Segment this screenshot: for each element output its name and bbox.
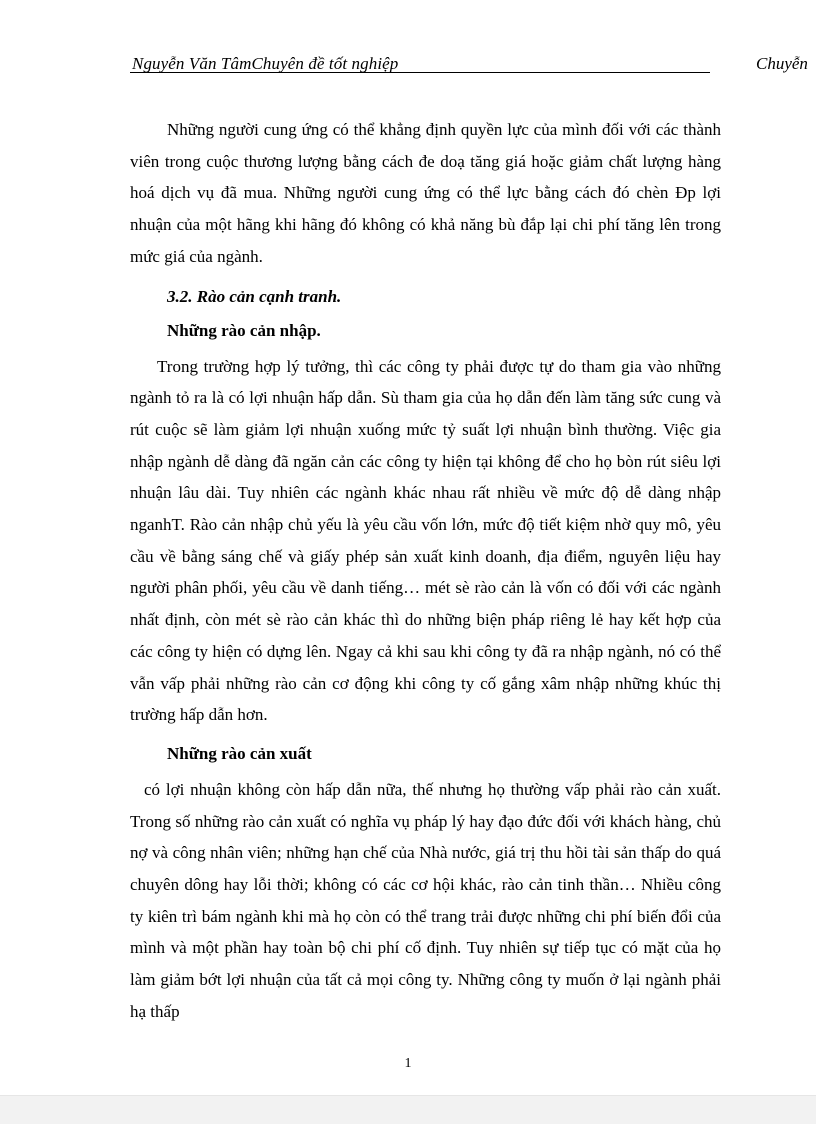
viewer-bottom-band bbox=[0, 1095, 816, 1124]
header-right-text: Chuyễn bbox=[756, 54, 808, 73]
header-author-title: Nguyễn Văn TâmChuyên đề tốt nghiệp bbox=[132, 54, 399, 73]
page-number: 1 bbox=[404, 1056, 412, 1071]
paragraph-exit-barriers: có lợi nhuận không còn hấp dẫn nữa, thế nhưng họ thường vấp phải rào cản xuất. Trong số những rào cản xuất có nghĩa vụ pháp lý hay đạo đức đối với khách hàng, chủ nợ và công nhân viên; những hạn chế của Nhà nước, giá trị thu hồi tài sản thấp do quá chuyên dông hay lỗi thời; không có các cơ hội khác, rào cản tinh thần… Nhiều công ty kiên trì bám ngành khi mà họ còn có thể trang trải được những chi phí biến đổi của mình và một phần hay toàn bộ chi phí cố định. Tuy nhiên sự tiếp tục có mặt của họ làm giảm bớt lợi nhuận của tất cả mọi công ty. Những công ty muốn ở lại ngành phải hạ thấp bbox=[130, 779, 721, 1021]
paragraph-entry-barriers: Trong trường hợp lý tưởng, thì các công ty phải được tự do tham gia vào những ngành tỏ ra là có lợi nhuận hấp dẫn. Sù tham gia của họ dẫn đến làm tăng sức cung và rút cuộc sẽ làm giảm lợi nhuận xuống mức tỷ suất lợi nhuận bình thường. Việc gia nhập ngành dễ dàng đã ngăn cản các công ty hiện tại không để cho họ bòn rút siêu lợi nhuận lâu dài. Tuy nhiên các ngành khác nhau rất nhiều về mức độ dễ dàng nhập nganhT. Rào cản nhập chủ yếu là yêu cầu vốn lớn, mức độ tiết kiệm nhờ quy mô, yêu cầu về bằng sáng chế và giấy phép sản xuất kinh doanh, địa điểm, nguyên liệu hay người phân phối, yêu cầu về danh tiếng… mét sè rào cản là vốn có đối với các ngành nhất định, còn mét sè rào cản khác thì do những biện pháp riêng lẻ hay kết hợp của các công ty hiện có dựng lên. Ngay cả khi sau khi công ty đã ra nhập ngành, nó có thể vẫn vấp phải những rào cản cơ động khi công ty cố gắng xâm nhập những khúc thị trường hấp dẫn hơn. bbox=[130, 356, 721, 725]
subheading-exit-barriers: Những rào cản xuất bbox=[167, 743, 312, 763]
header-rule bbox=[130, 72, 710, 73]
section-heading: 3.2. Rào cản cạnh tranh. bbox=[167, 286, 342, 306]
paragraph-supplier-power: Những người cung ứng có thể khẳng định quyền lực của mình đối với các thành viên trong cuộc thương lượng bằng cách đe doạ tăng giá hoặc giảm chất lượng hàng hoá dịch vụ đã mua. Những người cung ứng có thể lực bằng cách đó chèn Ðp lợi nhuận của một hãng khi hãng đó không có khả năng bù đắp lại chi phí tăng lên trong mức giá của ngành. bbox=[130, 120, 721, 266]
subheading-entry-barriers: Những rào cản nhập. bbox=[167, 320, 321, 340]
document-body bbox=[130, 114, 721, 1028]
